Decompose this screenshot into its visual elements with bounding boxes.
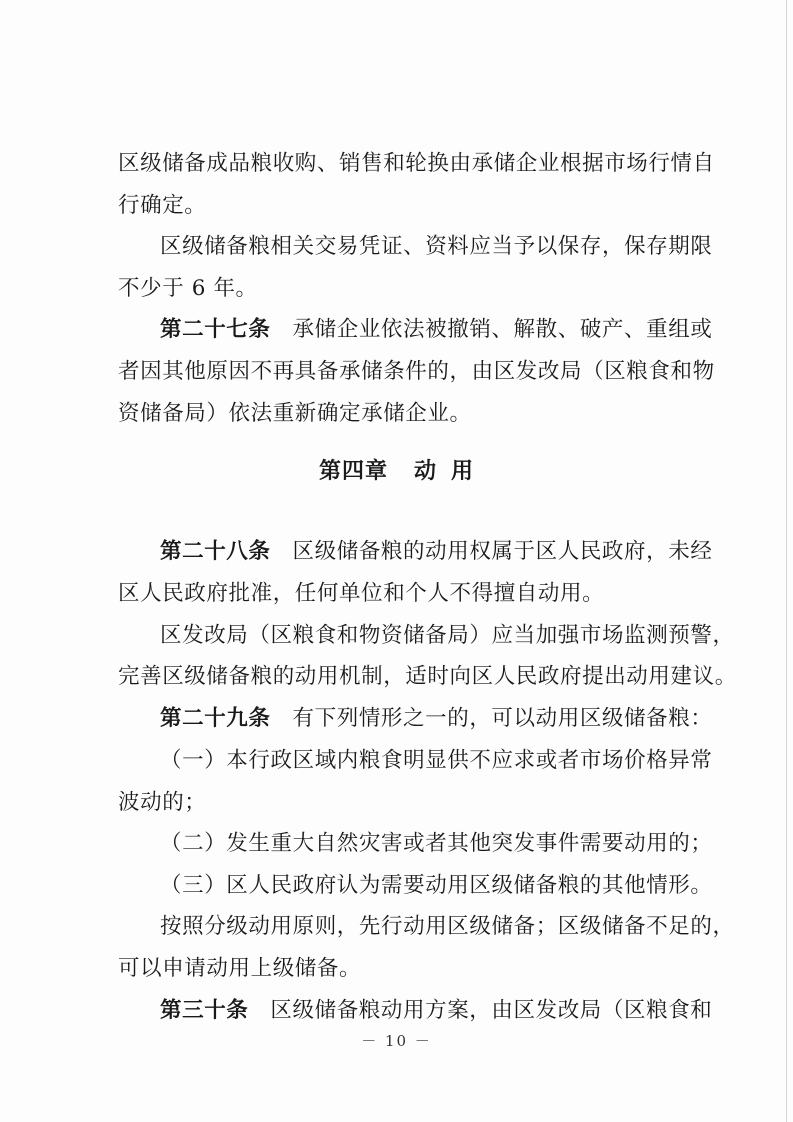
article-label: 第二十七条 [160, 317, 271, 342]
text-line: 可以申请动用上级储备。 [118, 956, 362, 981]
article-text: 承储企业依法被撤销、解散、破产、重组或 [292, 317, 713, 342]
article-text: 区级储备粮的动用权属于区人民政府，未经 [292, 539, 713, 564]
page-edge [786, 0, 787, 1122]
text-line: 区人民政府批准，任何单位和个人不得擅自动用。 [118, 581, 605, 606]
text-line: 不少于 6 年。 [118, 276, 258, 301]
text-line: 者因其他原因不再具备承储条件的，由区发改局（区粮食和物 [118, 359, 715, 384]
text-line: 区级储备粮相关交易凭证、资料应当予以保存，保存期限 [160, 234, 713, 259]
article-label: 第三十条 [160, 998, 249, 1023]
article-label: 第二十九条 [160, 706, 271, 731]
article-text: 有下列情形之一的，可以动用区级储备粮： [292, 706, 713, 731]
list-item-2: （二）发生重大自然灾害或者其他突发事件需要动用的； [160, 831, 713, 856]
article-29 [160, 705, 712, 733]
text-line: 资储备局）依法重新确定承储企业。 [118, 401, 472, 426]
chapter-title-1: 动 [413, 459, 437, 484]
chapter-heading [0, 458, 793, 486]
article-28 [160, 538, 712, 566]
text-line: 行确定。 [118, 193, 207, 218]
list-item-1: （一）本行政区域内粮食明显供不应求或者市场价格异常 [160, 748, 713, 773]
list-item-3: （三）区人民政府认为需要动用区级储备粮的其他情形。 [160, 873, 713, 898]
article-30 [160, 997, 712, 1025]
text-line: 按照分级动用原则，先行动用区级储备；区级储备不足的， [160, 914, 735, 939]
chapter-number: 第四章 [318, 459, 388, 484]
article-text: 区级储备粮动用方案，由区发改局（区粮食和 [270, 998, 713, 1023]
text-line: 区级储备成品粮收购、销售和轮换由承储企业根据市场行情自 [118, 151, 715, 176]
chapter-title-2: 用 [451, 459, 475, 484]
article-27 [160, 316, 712, 344]
text-line: 波动的； [118, 790, 207, 815]
page-number: － 10 － [361, 1032, 432, 1050]
text-line: 区发改局（区粮食和物资储备局）应当加强市场监测预警， [160, 623, 735, 648]
article-label: 第二十八条 [160, 539, 271, 564]
text-line: 完善区级储备粮的动用机制，适时向区人民政府提出动用建议。 [118, 664, 737, 689]
